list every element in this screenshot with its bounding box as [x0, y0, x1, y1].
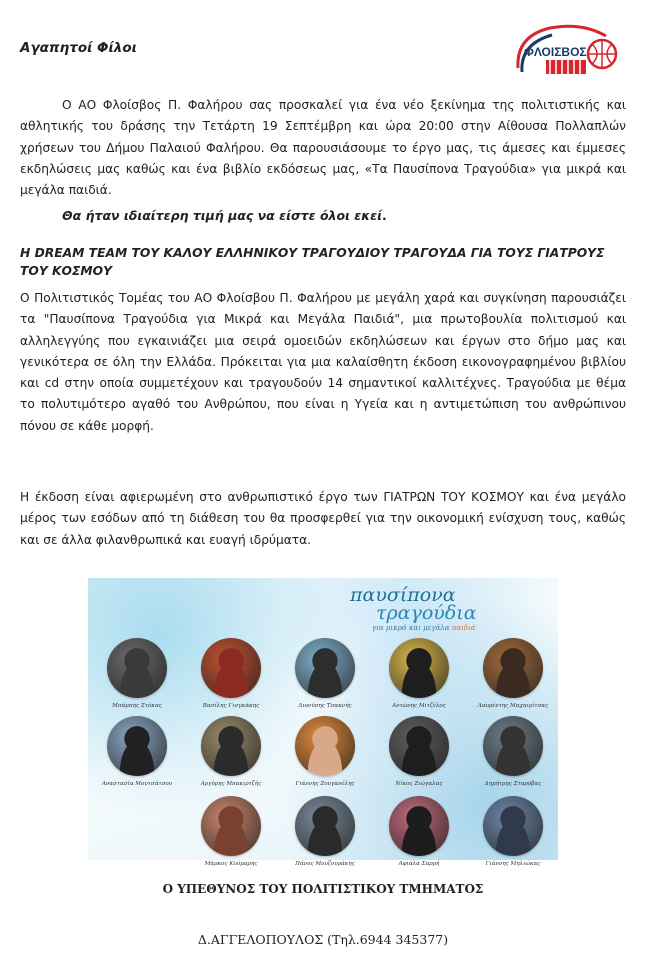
body-paragraph-1: Ο Πολιτιστικός Τομέας του ΑΟ Φλοίσβου Π. Φαλήρου με μεγάλη χαρά και συγκίνηση παρουσιάζει τα "Παυσίπονα Τραγούδια για Μικρά και Μεγάλα Παιδιά", μια πρωτοβουλία πολιτισμού και αλληλεγγύης που εγκαινιάζει μια σειρά ομοειδών εκδηλώσεων και έργων στο δήμο μας και γενικότερα σε όλη την Ελλάδα. Πρόκειται για μια καλαίσθητη έκδοση εικονογραφημένου βιβλίου και cd στην οποία συμμετέχουν και τραγουδούν 14 σημαντικοί καλλιτέχνες. Τραγούδια με θέμα το πολυτιμότερο αγαθό του Ανθρώπου, που είναι η Υγεία και η αντιμετώπιση του ανθρώπινου πόνου σε κάθε μορφή. — [20, 291, 626, 433]
artist-card — [94, 716, 180, 787]
poster-subtitle-text: για μικρά και μεγάλα — [372, 624, 450, 632]
poster-subtitle — [372, 624, 476, 632]
artist-card — [470, 638, 556, 709]
section-headline: Η DREAM TEAM ΤΟΥ ΚΑΛΟΥ ΕΛΛΗΝΙΚΟΥ ΤΡΑΓΟΥΔΙΟΥ ΤΡΑΓΟΥΔΑ ΓΙΑ ΤΟΥΣ ΓΙΑΤΡΟΥΣ ΤΟΥ ΚΟΣΜΟΥ — [20, 246, 605, 278]
greeting: Αγαπητοί Φίλοι — [20, 40, 137, 56]
artist-photo — [389, 638, 449, 698]
artist-card — [470, 716, 556, 787]
artist-card — [282, 716, 368, 787]
artist-card — [188, 716, 274, 787]
artist-name: Βασίλης Γισγκάκης — [202, 703, 260, 709]
artist-photo — [483, 796, 543, 856]
poster-title — [350, 586, 477, 622]
intro-text: Ο ΑΟ Φλοίσβος Π. Φαλήρου σας προσκαλεί για ένα νέο ξεκίνημα της πολιτιστικής και αθλητικής του δράσης την Τετάρτη 19 Σεπτέμβρη και ώρα 20:00 στην Αίθουσα Πολλαπλών χρήσεων του Δήμου Παλαιού Φαλήρου. Θα παρουσιάσουμε το έργο μας, τις άμεσες και έμμεσες εκδηλώσεις μας καθώς και ένα βιβλίο εκδόσεως μας, «Τα Παυσίπονα Τραγούδια» για μικρά και μεγάλα παιδιά. — [20, 98, 626, 198]
album-poster — [88, 578, 558, 867]
artist-name: Γιάννης Μηλιώκας — [485, 861, 541, 867]
artist-card — [376, 796, 462, 867]
emphasis-text: Θα ήταν ιδιαίτερη τιμή μας να είστε όλοι εκεί — [62, 208, 382, 223]
artist-name: Λαυρέντης Μαχαιρίτσας — [477, 703, 549, 709]
artist-photo — [201, 716, 261, 776]
artist-photo — [201, 796, 261, 856]
artist-card — [282, 796, 368, 867]
poster-subtitle-accent: παιδιά — [451, 624, 476, 632]
artist-card — [94, 638, 180, 709]
artist-card — [282, 638, 368, 709]
intro-paragraph — [20, 95, 626, 201]
artist-name: Πάνος Μουζουράκης — [295, 861, 355, 867]
artist-photo — [483, 638, 543, 698]
artist-photo — [107, 716, 167, 776]
artist-photo — [295, 796, 355, 856]
artist-photo — [295, 716, 355, 776]
signature-name: Δ.ΑΓΓΕΛΟΠΟΥΛΟΣ (Τηλ.6944 345377) — [197, 932, 449, 947]
artist-card — [376, 638, 462, 709]
poster-title-line2: τραγούδια — [376, 602, 477, 624]
artist-name: Αναστασία Μουτσάτσου — [101, 781, 173, 787]
artist-card — [376, 716, 462, 787]
artist-photo — [201, 638, 261, 698]
artist-name: Μπάμπης Στόκας — [112, 703, 162, 709]
artist-name: Μάρκος Κούμαρης — [204, 861, 258, 867]
body-paragraph-2: Η έκδοση είναι αφιερωμένη στο ανθρωπιστικό έργο των ΓΙΑΤΡΩΝ ΤΟΥ ΚΟΣΜΟΥ και ένα μεγάλο μέρος των εσόδων από τη διάθεση του θα προσφερθεί για την οικονομική ενίσχυση τους, καθώς και σε άλλα φιλανθρωπικά και ευαγή ιδρύματα. — [20, 490, 626, 547]
artist-name: Δημήτρης Σταρόβας — [484, 781, 542, 787]
artist-photo — [389, 716, 449, 776]
artist-name: Αργύρης Μπακιρτζής — [200, 781, 262, 787]
artist-name: Γιάννης Ζουγανέλης — [295, 781, 355, 787]
artist-name: Αντώνης Μιτζέλος — [392, 703, 446, 709]
invitation-emphasis — [62, 208, 387, 223]
artist-photo — [389, 796, 449, 856]
artist-card — [188, 638, 274, 709]
logo-text: ΦΛΟΙΣΒΟΣ — [524, 45, 587, 59]
emphasis-period: . — [381, 208, 387, 223]
artist-name: Νίκος Ζιώγαλας — [395, 781, 443, 787]
poster-title-line1: παυσίπονα — [350, 584, 456, 606]
artist-name: Διονύσης Τσακνής — [298, 703, 352, 709]
artist-card — [188, 796, 274, 867]
artist-name: Αφιάλα Σαρρή — [398, 861, 440, 867]
artist-card — [470, 796, 556, 867]
artist-photo — [483, 716, 543, 776]
signature-title: Ο ΥΠΕΘΥΝΟΣ ΤΟΥ ΠΟΛΙΤΙΣΤΙΚΟΥ ΤΜΗΜΑΤΟΣ — [162, 882, 484, 896]
artist-photo — [295, 638, 355, 698]
artist-photo — [107, 638, 167, 698]
floisvos-logo — [510, 18, 626, 84]
